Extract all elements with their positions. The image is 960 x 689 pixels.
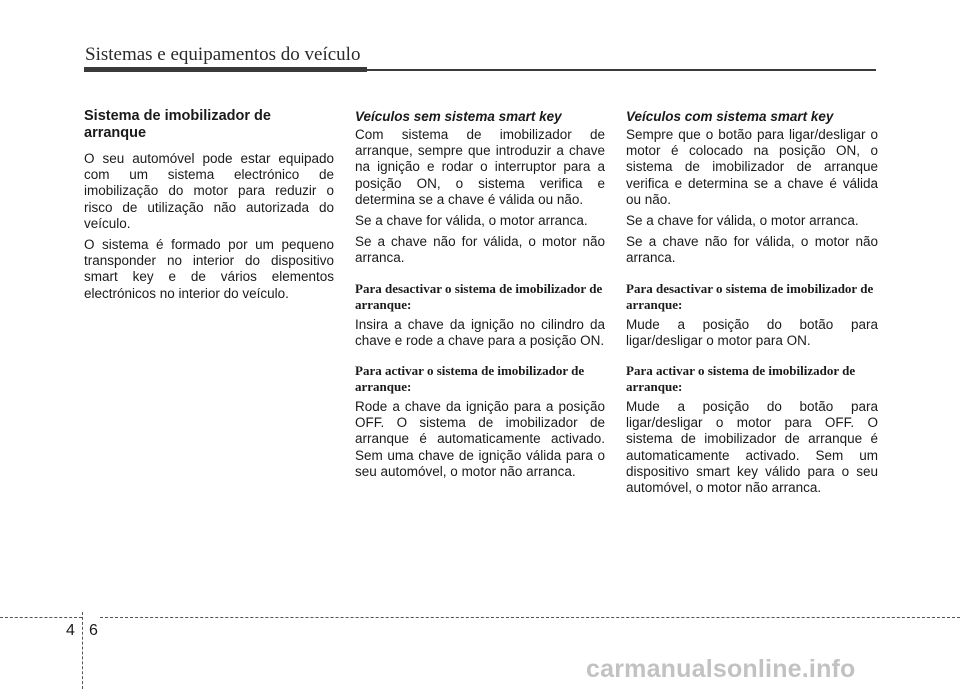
paragraph: Se a chave for válida, o motor arranca. bbox=[626, 213, 859, 229]
intro-paragraph: O seu automóvel pode estar equipado com um sistema electrónico de imobilização do motor para reduzir o risco de utilização não autorizada do veículo. bbox=[84, 151, 334, 231]
header-rule-thick bbox=[84, 67, 367, 72]
paragraph: Se a chave for válida, o motor arranca. bbox=[355, 213, 588, 229]
header-rule-thin bbox=[367, 69, 876, 71]
activate-instructions: Mude a posição do botão para ligar/desligar o motor para OFF. O sistema de imobilizador de arranque é automaticamente activado. Sem um dispositivo smart key válido para o seu automóvel, o motor não arranca. bbox=[626, 399, 878, 496]
footer-rule-left bbox=[0, 617, 82, 618]
subheading-with-smart-key: Veículos com sistema smart key bbox=[626, 109, 834, 124]
subheading-without-smart-key: Veículos sem sistema smart key bbox=[355, 109, 562, 124]
page-number-divider bbox=[82, 612, 83, 689]
paragraph: Com sistema de imobilizador de arranque, sempre que introduzir a chave na ignição e rodar o interruptor para a posição ON, o sistema verifica e determina se a chave é válida ou não. bbox=[355, 127, 605, 207]
system-description-paragraph: O sistema é formado por um pequeno transponder no interior do dispositivo smart key e de vários elementos electrónicos no interior do veículo. bbox=[84, 237, 334, 301]
paragraph: Sempre que o botão para ligar/desligar o motor é colocado na posição ON, o sistema de imobilizador de arranque verifica e determina se a chave é válida ou não. bbox=[626, 127, 878, 207]
column-right bbox=[626, 108, 878, 501]
activate-instructions: Rode a chave da ignição para a posição OFF. O sistema de imobilizador de arranque é automaticamente activado. Sem uma chave de ignição válida para o seu automóvel, o motor não arranca. bbox=[355, 399, 605, 479]
activate-heading: Para activar o sistema de imobilizador de arranque: bbox=[626, 363, 856, 395]
section-heading: Sistema de imobilizador de arranque bbox=[84, 108, 271, 141]
chapter-number: 4 bbox=[66, 622, 75, 639]
column-left bbox=[84, 108, 334, 307]
footer-rule-right bbox=[100, 617, 960, 618]
deactivate-instructions: Mude a posição do botão para ligar/desligar o motor para ON. bbox=[626, 316, 878, 348]
deactivate-instructions: Insira a chave da ignição no cilindro da chave e rode a chave para a posição ON. bbox=[355, 316, 605, 348]
watermark: carmanualsonline.info bbox=[586, 655, 856, 683]
paragraph: Se a chave não for válida, o motor não arranca. bbox=[355, 234, 605, 266]
activate-heading: Para activar o sistema de imobilizador de arranque: bbox=[355, 363, 585, 395]
page-header-title: Sistemas e equipamentos do veículo bbox=[85, 44, 361, 65]
paragraph: Se a chave não for válida, o motor não arranca. bbox=[626, 234, 878, 266]
page-number: 6 bbox=[89, 622, 98, 639]
deactivate-heading: Para desactivar o sistema de imobilizador de arranque: bbox=[355, 280, 603, 312]
column-middle bbox=[355, 108, 605, 485]
deactivate-heading: Para desactivar o sistema de imobilizador de arranque: bbox=[626, 280, 874, 312]
